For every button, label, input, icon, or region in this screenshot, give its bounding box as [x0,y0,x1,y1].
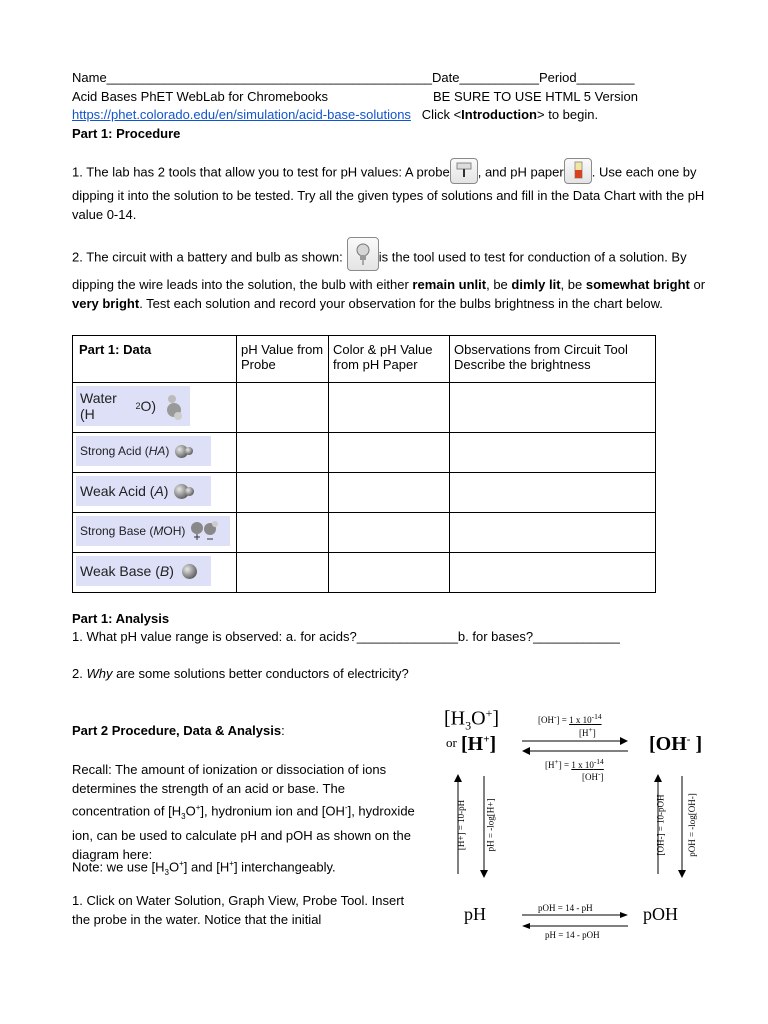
procedure-step-1: 1. The lab has 2 tools that allow you to test for pH values: A probe , and pH paper . Use each one by dipping it into the solution to be tested. Try all the given types of solutions and fill in the Data Chart with the pH value 0-14. [72,160,732,224]
or-label: or [446,735,457,750]
ph-label: pH [464,904,486,924]
hydronium-label: $[H_3O^+]$ [444,706,500,733]
cell-weak-acid-circuit[interactable] [450,473,656,513]
html5-note: BE SURE TO USE HTML 5 Version [433,89,638,104]
eq-h-from-ph: [H+] = 10-pH [456,799,467,851]
cell-strong-base-paper[interactable] [329,513,450,553]
cell-strong-acid-circuit[interactable] [450,433,656,473]
cell-water-probe[interactable] [237,383,329,433]
eq-oh-from-poh: [OH-] = 10-pOH [655,794,666,856]
row-label-water [73,383,237,433]
eq-poh-from-ph: pOH = 14 - pH [538,903,593,913]
molecule-icon [185,447,193,455]
base-ions-icon [189,519,219,543]
phet-link[interactable] [72,107,598,122]
header-circuit-observation: Observations from Circuit Tool Describe the brightness [450,336,656,383]
part1-procedure-title: Part 1: Procedure [72,126,181,141]
hydroxide-label: [OH- ] [649,733,703,755]
weak-base-chip: Weak Base ( B ) [76,556,211,586]
row-label-weak-acid [73,473,237,513]
water-molecule-icon [162,391,186,421]
cell-water-paper[interactable] [329,383,450,433]
cell-strong-acid-probe[interactable] [237,433,329,473]
poh-label: pOH [643,904,678,924]
data-chart [72,335,656,593]
eq-poh-from-oh: pOH = -log[OH-] [686,793,697,857]
analysis-question-2: 2. Why are some solutions better conductors of electricity? [72,666,409,681]
cell-weak-acid-paper[interactable] [329,473,450,513]
header-ph-probe: pH Value from Probe [237,336,329,383]
cell-weak-base-circuit[interactable] [450,553,656,593]
cell-weak-base-probe[interactable] [237,553,329,593]
circuit-bulb-icon [347,237,379,271]
click-instruction: Click <Introduction> to begin. [421,107,599,122]
water-chip: Water (H 2 O) [76,386,190,426]
table-header-row [73,336,656,383]
part2-recall: Recall: The amount of ionization or dissociation of ions determines the strength of an acid or base. The concentration of $[H_3O^+]$, hydronium ion and [OH-], hydroxide ion, can be used to calculate pH and pOH as shown on the diagram here: [72,762,415,862]
table-row [73,553,656,593]
header-ph-paper: Color & pH Value from pH Paper [329,336,450,383]
hydrogen-ion-label: [H+] [461,733,497,755]
eq-h-from-oh: [H+] = 1 x $10^{-14}$ [545,757,604,770]
part2-title: Part 2 Procedure, Data & Analysis: [72,723,285,738]
cell-weak-base-paper[interactable] [329,553,450,593]
cell-strong-base-circuit[interactable] [450,513,656,553]
strong-base-chip: Strong Base ( M OH) [76,516,230,546]
row-label-strong-acid [73,433,237,473]
eq-ph-from-poh: pH = 14 - pOH [545,930,600,940]
phet-url[interactable]: https://phet.colorado.edu/en/simulation/acid-base-solutions [72,107,411,122]
probe-icon [450,158,478,184]
part1-analysis-title: Part 1: Analysis [72,611,170,626]
cell-strong-base-probe[interactable] [237,513,329,553]
row-label-strong-base [73,513,237,553]
ph-paper-icon [564,158,592,184]
part2-note: Note: we use $[H_3O^+]$ and [H+] interchangeably. [72,859,336,877]
name-date-period-line[interactable]: Name_____________________________________________Date___________Period________ [72,70,635,85]
row-label-weak-base [73,553,237,593]
strong-acid-chip: Strong Acid ( HA ) [76,436,211,466]
procedure-step-2: 2. The circuit with a battery and bulb as shown: is the tool used to test for conduction of a solution. By dipping the wire leads into the solution, the bulb with either remain unlit, be dimly lit, be somewhat bright or very bright. Test each solution and record your observation for the bulbs brightness in the chart below. [72,241,732,313]
header-part1-data: Part 1: Data [73,336,237,383]
cell-water-circuit[interactable] [450,383,656,433]
eq-ph-from-h: pH = -log[H+] [485,798,496,852]
eq-oh-from-h: [OH-] = 1 x $10^{-14}$ [538,712,602,725]
weak-acid-chip: Weak Acid ( A ) [76,476,211,506]
table-row [73,473,656,513]
cell-strong-acid-paper[interactable] [329,433,450,473]
lab-title: Acid Bases PhET WebLab for Chromebooks [72,89,329,104]
cell-weak-acid-probe[interactable] [237,473,329,513]
table-row [73,383,656,433]
part2-step-1: 1. Click on Water Solution, Graph View, Probe Tool. Insert the probe in the water. Notice that the initial [72,893,405,927]
eq-oh-den: [H+] [579,725,596,738]
molecule-icon [182,564,197,579]
analysis-question-1[interactable]: 1. What pH value range is observed: a. for acids?______________b. for bases?____________ [72,629,620,644]
eq-h-den: [OH-] [582,769,604,782]
table-row [73,513,656,553]
table-row [73,433,656,473]
molecule-icon [185,487,194,496]
